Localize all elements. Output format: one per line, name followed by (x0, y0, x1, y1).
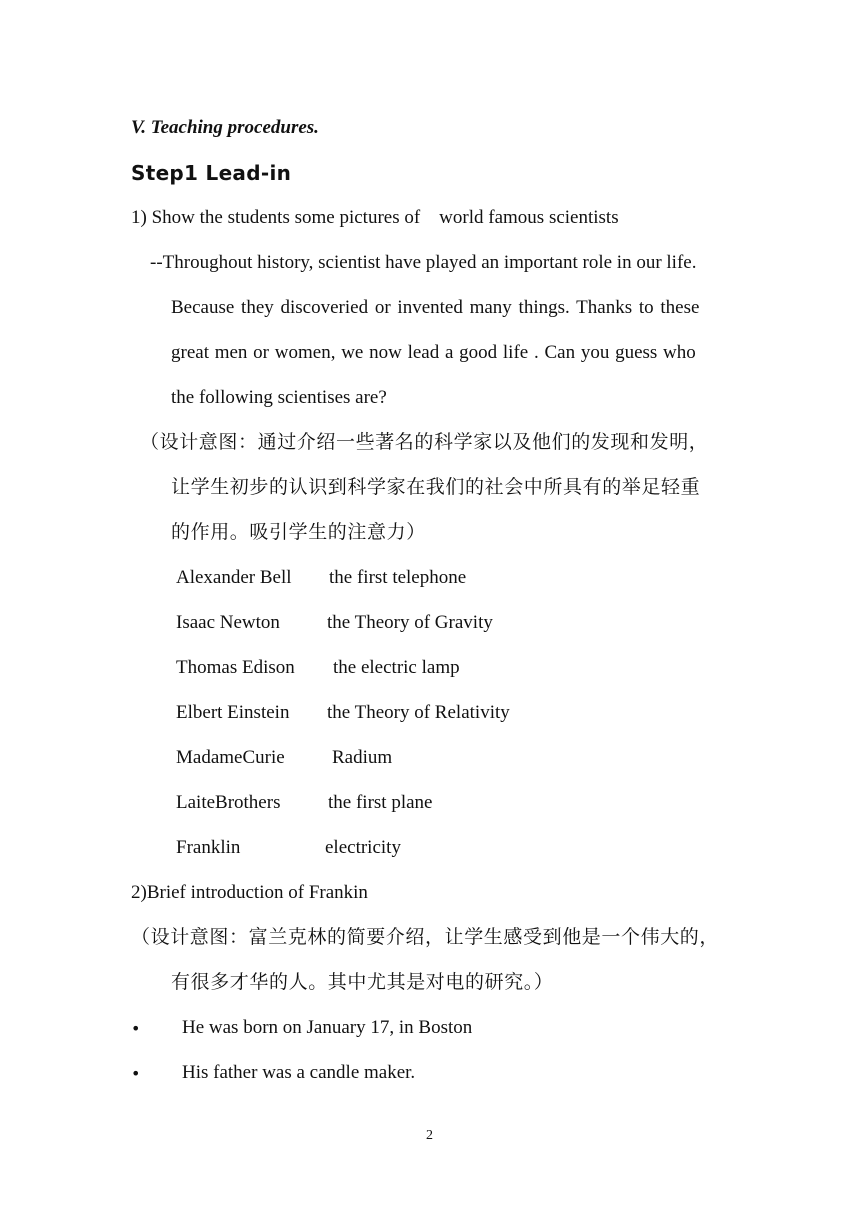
scientist-name: Elbert Einstein (176, 702, 290, 723)
scientist-row (176, 836, 576, 860)
scientist-name: MadameCurie (176, 747, 285, 768)
design-intent-1-line-2: 让学生初步的认识到科学家在我们的社会中所具有的举足轻重 (171, 477, 701, 498)
section-heading: V. Teaching procedures. (131, 117, 319, 138)
scientist-achievement: the first telephone (329, 567, 467, 588)
paragraph-line-4: the following scientises are? (171, 387, 387, 408)
scientist-name: LaiteBrothers (176, 792, 281, 813)
design-intent-2-line-2: 有很多才华的人。其中尤其是对电的研究。） (171, 972, 554, 993)
scientist-row (176, 611, 576, 635)
item-2-text: 2)Brief introduction of Frankin (131, 882, 368, 903)
bullet-marker: • (131, 1064, 141, 1083)
scientist-achievement: the electric lamp (333, 657, 460, 678)
scientist-name: Isaac Newton (176, 612, 280, 633)
scientist-achievement: the Theory of Relativity (327, 702, 510, 723)
design-intent-1-line-3: 的作用。吸引学生的注意力） (171, 522, 426, 543)
scientist-row (176, 566, 576, 590)
scientist-achievement: the first plane (328, 792, 433, 813)
bullet-text: He was born on January 17, in Boston (182, 1017, 473, 1038)
bullet-marker: • (131, 1019, 141, 1038)
paragraph-line-2: Because they discoveried or invented many things. Thanks to these (171, 297, 700, 318)
scientist-achievement: the Theory of Gravity (327, 612, 493, 633)
scientist-achievement: Radium (332, 747, 393, 768)
scientist-row (176, 656, 576, 680)
design-intent-2-line-1: （设计意图：富兰克林的简要介绍，让学生感受到他是一个伟大的， (131, 927, 720, 948)
scientist-achievement: electricity (325, 837, 401, 858)
bullet-text: His father was a candle maker. (182, 1062, 416, 1083)
scientist-row (176, 746, 576, 770)
item-1-text: 1) Show the students some pictures of world famous scientists (131, 207, 619, 228)
scientist-row (176, 701, 576, 725)
scientist-row (176, 791, 576, 815)
design-intent-1-line-1: （设计意图：通过介绍一些著名的科学家以及他们的发现和发明， (140, 432, 709, 453)
scientist-name: Franklin (176, 837, 241, 858)
paragraph-line-3: great men or women, we now lead a good life . Can you guess who (171, 342, 696, 363)
scientist-name: Alexander Bell (176, 567, 292, 588)
page-number: 2 (426, 1128, 433, 1143)
paragraph-line-1: --Throughout history, scientist have played an important role in our life. (150, 252, 697, 273)
scientist-name: Thomas Edison (176, 657, 295, 678)
step-title: Step1 Lead-in (131, 161, 292, 185)
